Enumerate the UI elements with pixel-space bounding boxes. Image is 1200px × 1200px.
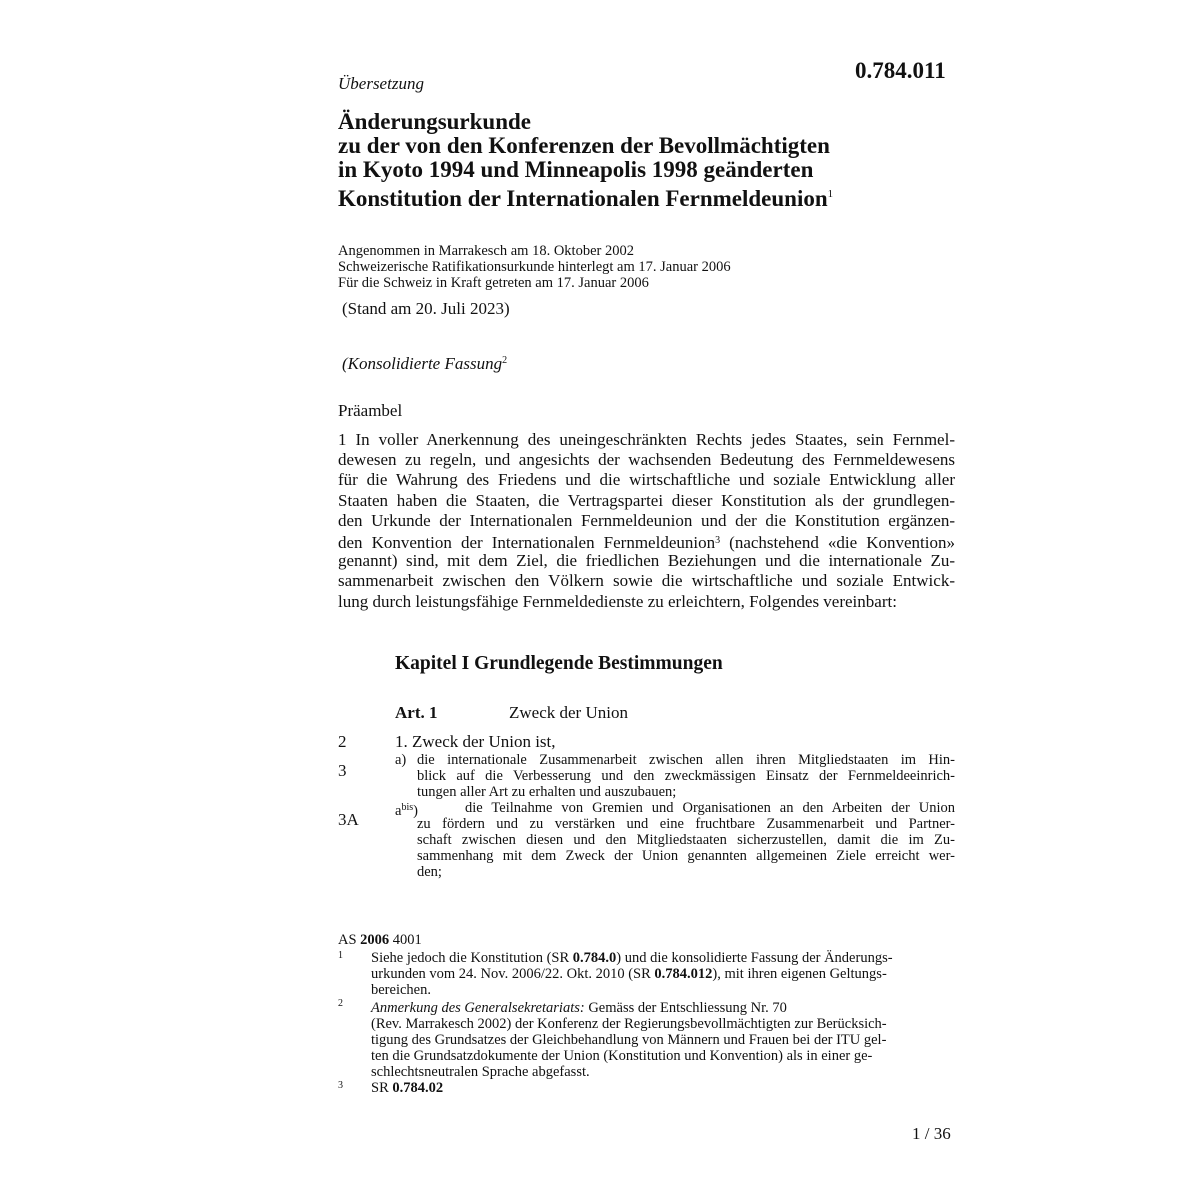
sr-link[interactable]: 0.784.02	[392, 1080, 444, 1096]
translation-label: Übersetzung	[338, 74, 424, 93]
article-paragraph-1: 1. Zweck der Union ist,	[395, 732, 556, 751]
item-a-line: blick auf die Verbesserung und den zweckmässigen Einsatz der Fernmeldeeinrich-	[417, 768, 955, 784]
preamble-line: sammenarbeit zwischen den Völkern sowie die wirtschaftliche und soziale Entwick-	[338, 571, 955, 591]
title-line: in Kyoto 1994 und Minneapolis 1998 geänderten	[338, 157, 814, 182]
preamble-line: den Urkunde der Internationalen Fernmeldeunion und der die Konstitution ergänzen-	[338, 510, 955, 530]
margin-number: 3	[338, 761, 347, 780]
as-reference	[338, 932, 422, 949]
footnote-1-mark: 1	[338, 950, 343, 961]
title-line-text: Konstitution der Internationalen Fernmeldeunion	[338, 186, 828, 211]
footnote-ref-3[interactable]: 3	[715, 534, 721, 546]
as-prefix: AS	[338, 932, 361, 948]
item-a-line: tungen aller Art zu erhalten und auszubauen;	[417, 784, 677, 800]
margin-number: 2	[338, 732, 347, 751]
fn-part: Gemäss der Entschliessung Nr. 70	[584, 1000, 787, 1016]
fn-part: ), mit ihren eigenen Geltungs-	[712, 966, 887, 982]
fn-part: Siehe jedoch die Konstitution (SR	[371, 950, 573, 966]
fn-italic-part: Anmerkung des Generalsekretariats:	[371, 1000, 585, 1016]
item-abis-sup: bis	[401, 802, 414, 813]
margin-number: 3A	[338, 810, 359, 829]
item-abis-line: sammenhang mit dem Zweck der Union genannten allgemeinen Ziele erreicht wer-	[417, 848, 955, 864]
preamble-line: dewesen zu regeln, und angesichts der wachsenden Bedeutung des Fernmeldewesens	[338, 450, 955, 470]
footnote-3-text	[371, 1080, 955, 1096]
footnote-line	[371, 1000, 955, 1016]
item-abis-line: zu fördern und zu verstärken und eine fruchtbare Zusammenarbeit und Partner-	[417, 816, 955, 832]
page-number: 1 / 36	[912, 1124, 951, 1143]
item-a-text	[417, 752, 955, 800]
as-page: 4001	[389, 932, 422, 948]
sr-number: 0.784.011	[855, 58, 946, 83]
footnote-2-text	[371, 1000, 955, 1080]
footnote-line	[371, 966, 955, 982]
title-line: Änderungsurkunde	[338, 109, 532, 134]
stand-date: (Stand am 20. Juli 2023)	[342, 299, 510, 318]
sr-link[interactable]: 0.784.012	[654, 966, 713, 982]
preamble-line-part: den Konvention der Internationalen Fernmeldeunion	[338, 532, 716, 552]
footnote-3-mark: 3	[338, 1080, 343, 1091]
item-a-label: a)	[395, 752, 407, 768]
sr-link[interactable]: 0.784.0	[572, 950, 617, 966]
footnote-line: tigung des Grundsatzes der Gleichbehandlung von Männern und Frauen bei der ITU gel-	[371, 1032, 887, 1048]
preamble-line: Staaten haben die Staaten, die Vertragspartei dieser Konstitution als der grundlegen-	[338, 490, 955, 510]
preamble-line: lung durch leistungsfähige Fernmeldedienste zu erleichtern, Folgendes vereinbart:	[338, 591, 897, 611]
item-abis-label	[395, 800, 418, 819]
preamble-line: 1 In voller Anerkennung des uneingeschränkten Rechts jedes Staates, sein Fernmel-	[338, 430, 955, 449]
in-force-date: Für die Schweiz in Kraft getreten am 17. Januar 2006	[338, 275, 649, 291]
title-line: zu der von den Konferenzen der Bevollmächtigten	[338, 133, 830, 158]
item-abis-close: )	[413, 803, 418, 819]
preamble-line: genannt) sind, mit dem Ziel, die friedlichen Beziehungen und die internationale Zu-	[338, 551, 955, 571]
footnote-line: bereichen.	[371, 982, 431, 998]
item-abis-text	[417, 800, 955, 880]
item-abis-letter: a	[395, 803, 402, 819]
item-abis-line: den;	[417, 864, 442, 880]
fn-part: SR	[371, 1080, 393, 1096]
item-abis-line: schaft zwischen diesen und den Mitgliedstaaten sicherzustellen, damit die im Zu-	[417, 832, 955, 848]
title-line	[338, 182, 833, 211]
footnote-1-text	[371, 950, 955, 998]
preamble-line	[338, 531, 955, 551]
footnote-2-mark: 2	[338, 998, 343, 1009]
footnote-ref-1[interactable]: 1	[827, 188, 834, 200]
adoption-info	[338, 243, 731, 291]
fn-part: urkunden vom 24. Nov. 2006/22. Okt. 2010 (SR	[371, 966, 655, 982]
item-a-line: die internationale Zusammenarbeit zwischen allen ihren Mitgliedstaaten im Hin-	[417, 752, 955, 768]
preamble-line: für die Wahrung des Friedens und die wirtschaftliche und soziale Entwicklung aller	[338, 470, 955, 490]
preamble-text	[338, 430, 955, 612]
preamble-line-part: (nachstehend «die Konvention»	[720, 532, 955, 552]
item-abis-line-text: die Teilnahme von Gremien und Organisationen an den Arbeiten der Union	[465, 800, 955, 816]
footnote-line: (Rev. Marrakesch 2002) der Konferenz der Regierungsbevollmächtigten zur Berücksich-	[371, 1016, 887, 1032]
preamble-heading: Präambel	[338, 401, 403, 420]
footnote-line	[371, 950, 955, 966]
adopted-date: Angenommen in Marrakesch am 18. Oktober 2002	[338, 243, 634, 259]
article-number: Art. 1	[395, 703, 438, 722]
chapter-heading: Kapitel I Grundlegende Bestimmungen	[395, 653, 723, 674]
item-abis-line	[417, 800, 955, 816]
footnote-line: ten die Grundsatzdokumente der Union (Konstitution und Konvention) als in einer ge-	[371, 1048, 873, 1064]
article-title: Zweck der Union	[509, 703, 628, 722]
document-title	[338, 110, 833, 211]
consolidated-version-label	[342, 354, 507, 374]
ratification-date: Schweizerische Ratifikationsurkunde hinterlegt am 17. Januar 2006	[338, 259, 731, 275]
consolidated-text: (Konsolidierte Fassung	[342, 354, 503, 373]
footnote-line: schlechtsneutralen Sprache abgefasst.	[371, 1064, 590, 1080]
as-year: 2006	[360, 932, 390, 948]
footnote-ref-2[interactable]: 2	[502, 355, 508, 366]
fn-part: ) und die konsolidierte Fassung der Änderungs-	[616, 950, 893, 966]
